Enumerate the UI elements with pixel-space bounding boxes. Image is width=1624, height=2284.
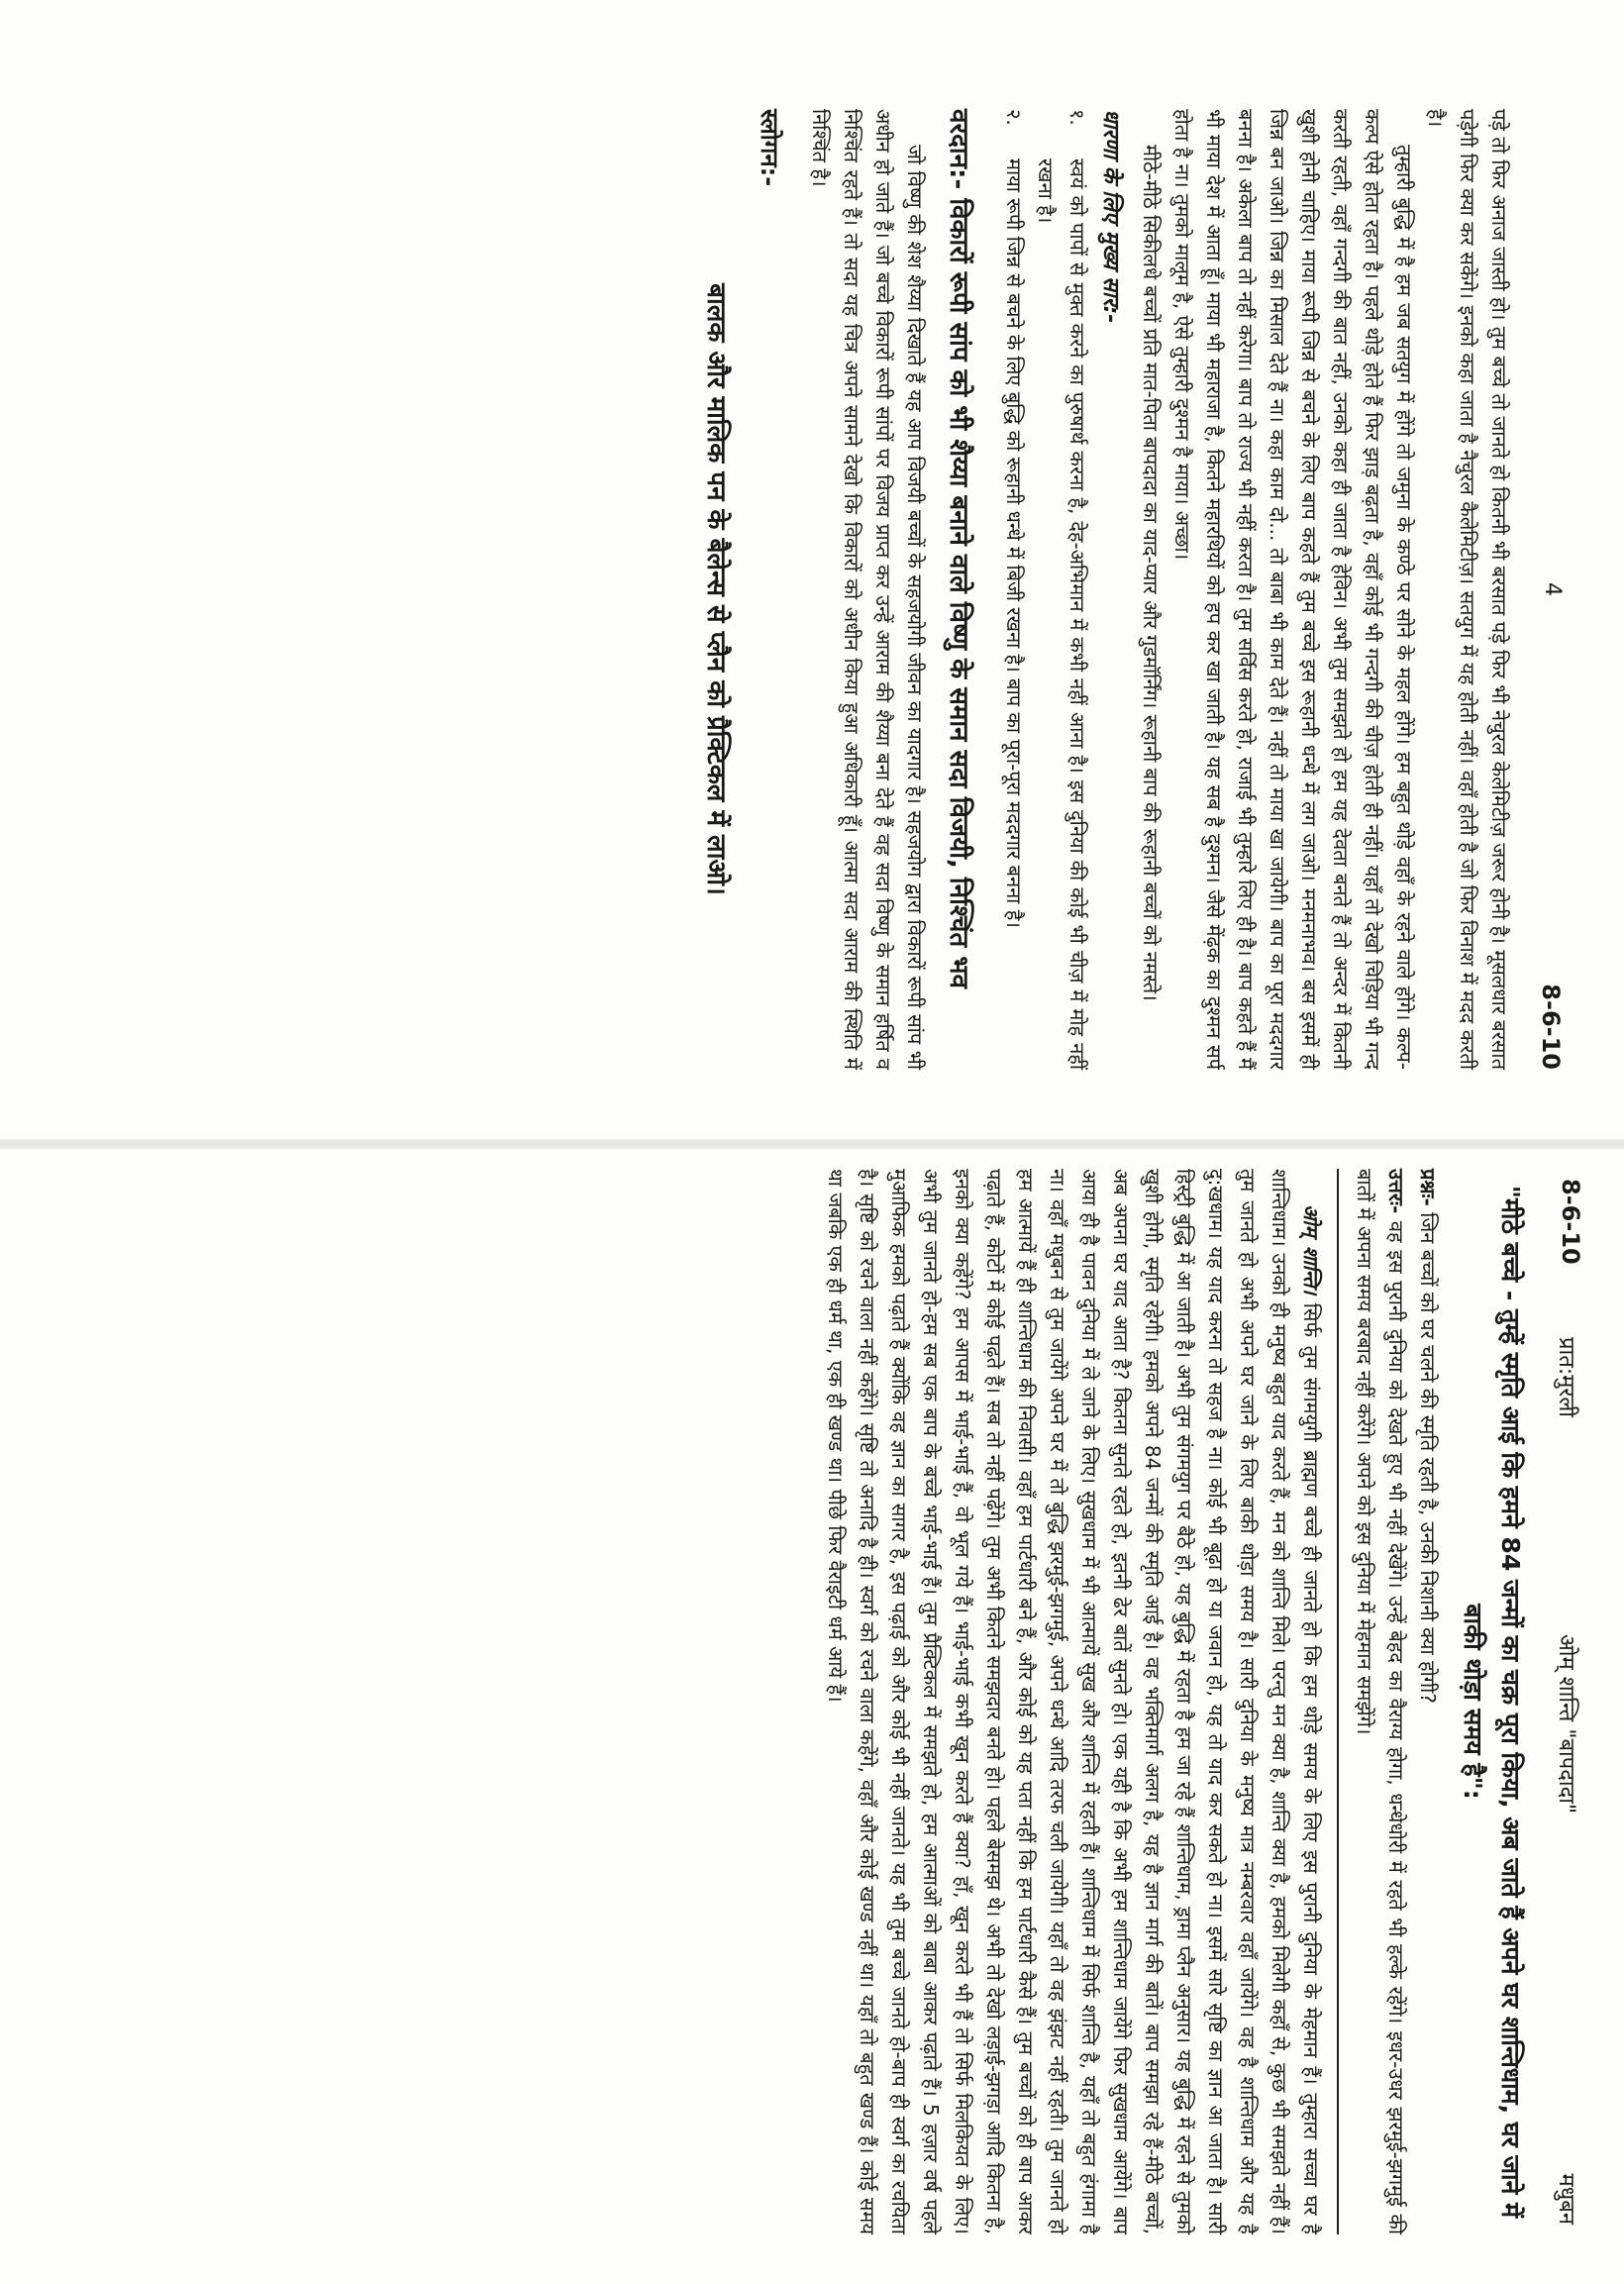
left-page-header (1515, 109, 1565, 1070)
page-number: 4 (1540, 582, 1565, 596)
murli-title: "मीठे बच्चे - तुम्हें स्मृति आई कि हमने 84 जन्मों का चक्र पूरा किया, अब जाते हैं अपने घर शान्तिधाम, घर जाने में बाकी थोड़ा समय है": (1459, 1185, 1525, 2219)
vardan-text: जो विष्णु की शेश शैय्या दिखाते हैं यह आप विजयी बच्चों के सहजयोगी जीवन का यादगार है। सहजयोग द्वारा विकारों रूपी सांप भी अधीन हो जाते हैं। जो बच्चे विकारों रूपी सांपों पर विजय प्राप्त कर उन्हें आराम की शैय्या बना देते हैं वह सदा विष्णु के समान हर्षित व निश्चिंत रहते हैं। तो सदा यह चित्र अपने सामने देखो कि विकारों को अधीन किया हुआ अधिकारी हूँ। आत्मा सदा आराम की स्थिति में निश्चिंत है। (808, 109, 927, 1070)
vardan-label: वरदान:- (944, 109, 973, 190)
left-page-date: 8-6-10 (1537, 984, 1565, 1070)
question-block (1412, 1169, 1444, 2234)
left-intro-paragraph: पड़े तो फिर अनाज जास्ती हो। तुम बच्चे तो जानते हो कितनी भी बरसात पड़े फिर भी नेचुरल केलेमिटीज़ जरूर होनी है। मूसलधार बरसात पड़ेगी फिर क्या कर सकेंगे। इनको कहा जाता है नैचुरल कैलेमिटीज़। सतयुग में यह होती नहीं। वहाँ होती है जो फिर विनाश में मदद करती है। (1424, 109, 1511, 1070)
right-page (0, 1149, 1624, 2284)
left-body-paragraph: तुम्हारी बुद्धि में है हम जब सतयुग में होंगे तो जमुना के कण्ठे पर सोने के महल होंगे। हम बहुत थोड़े वहाँ के रहने वाले होंगे। कल्प-कल्प ऐसे होता रहता है। पहले थोड़े होते हैं फिर झाड़ बढ़ता है, वहाँ कोई भी गन्दगी की चीज़ होती ही नहीं। यहाँ तो देखो चिड़िया भी गन्द करती रहती, वहाँ गन्दगी की बात नहीं, उनको कहा ही जाता है हेविन। अभी तुम समझते हो हम यह देवता बनते हैं तो अन्दर में कितनी खुशी होनी चाहिए। माया रूपी जिन्न से बचने के लिए बाप कहते हैं तुम बच्चे इस रूहानी धन्धे में लग जाओ। मनमनाभव। बस इसमें ही जिन्न बन जाओ। जिन्न का मिसाल देते हैं ना। कहा काम दो... तो बाबा भी काम देते हैं। नहीं तो माया खा जायेगी। बाप का पूरा मददगार बनना है। अकेला बाप तो नहीं करेगा। बाप तो राज्य भी नहीं करता है। तुम सर्विस करते हो, राजाई भी तुम्हारे लिए ही है। बाप कहते हैं मैं भी माया देश में आता हूँ। माया भी महाराजा है, कितने महारथियों को हप कर खा जाती है। यह सब है दुश्मन। जैसे मेंढ़क का दुश्मन सर्प होता है ना। तुमको मालूम है, ऐसे तुम्हारी दुश्मन है माया। अच्छा। (1170, 109, 1416, 1070)
divider-rule (1337, 1169, 1339, 2234)
header-murli-label: प्रात:मुरली (1554, 1337, 1578, 1417)
point-text: स्वयं को पापों से मुक्त करने का पुरुषार्थ करना है, देह-अभिमान में कभी नहीं आना है। इस दुनिया की कोई भी चीज़ में मोह नहीं रखना है। (1034, 158, 1089, 1070)
dharna-heading: धारणा के लिए मुख्य सार:- (1098, 109, 1123, 324)
murli-body (820, 1169, 1327, 2234)
header-place: मधुबन (1554, 2173, 1578, 2225)
slogan-label: स्लोगन:- (756, 109, 783, 187)
answer-label: उत्तरः- (1384, 1169, 1408, 1214)
point-number: २. (1002, 109, 1026, 126)
dharna-point (998, 109, 1030, 1070)
murli-body-text: सिर्फ तुम संगमयुगी ब्राह्मण बच्चे ही जानते हो कि हम थोड़े समय के लिए इस पुरानी दुनिया के मेहमान हैं। तुम्हारा सच्चा घर है शान्तिधाम। उनको ही मनुष्य बहुत याद करते हैं, मन को शान्ति मिले। परन्तु मन क्या है, शान्ति क्या है, हमको मिलेगी कहाँ से, कुछ भी समझते नहीं हैं। तुम जानते हो अभी अपने घर जाने के लिए बाकी थोड़ा समय है। सारी दुनिया के मनुष्य मात्र नम्बरवार वहाँ जायेंगे। वह है शान्तिधाम और यह है दु:खधाम। यह याद करना तो सहज है ना। कोई भी बूढ़ा हो या जवान हो, यह तो याद कर सकते हो ना। इसमें सारे सृष्टि का ज्ञान आ जाता है। सारी हिस्ट्री बुद्धि में आ जाती है। अभी तुम संगमयुग पर बैठे हो, यह बुद्धि में रहता है हम जा रहे हैं शान्तिधाम, ड्रामा प्लैन अनुसार। यह बुद्धि में रहने से तुमको खुशी होगी, स्मृति रहेगी। हमको अपने 84 जन्मों की स्मृति आई है। वह भक्तिमार्ग अलग है, यह है ज्ञान मार्ग की बातें। बाप समझा रहे हैं-मीठे बच्चों, अब अपना घर याद आता है? कितना सुनते रहते हो, इतनी ढेर बातें सुनते हो। एक यही है कि अभी हम शान्तिधाम जायेंगे फिर सुखधाम आयेंगे। बाप आया ही है पावन दुनिया में ले जाने के लिए। सुखधाम में भी आत्मायें सुख और शान्ति में रहती हैं। शान्तिधाम में सिर्फ शान्ति है, यहाँ तो बहुत हंगामा है ना। वहाँ मधुबन से तुम जायेंगे अपने घर में तो बुद्धि झरमुई-झगमुई, अपने धन्धे आदि तरफ चली जायेगी। यहाँ तो वह झंझट नहीं रहती। तुम जानते हो हम आत्मायें हैं ही शान्तिधाम की निवासी। वहाँ हम पार्टधारी बने हैं, और कोई को यह पता नहीं कि हम पार्टधारी कैसे हैं। तुम बच्चों को ही बाप आकर पढ़ाते हैं, कोटों में कोई पढ़ते हैं। सब तो नहीं पढ़ेंगे। तुम अभी कितने समझदार बनते हो। पहले बेसमझ थे। अभी तो देखो लड़ाई-झगड़ा आदि कितना है, इनको क्या कहेंगे? हम आपस में भाई-भाई हैं, वो भूल गये हैं। भाई-भाई कभी खून करते हैं क्या? हाँ, खून करते भी हैं तो सिर्फ मिलकियत के लिए। अभी तुम जानते हो-हम सब एक बाप के बच्चे भाई-भाई हैं। तुम प्रैक्टिकल में समझते हो, हम आत्माओं को बाबा आकर पढ़ाते हैं। 5 हज़ार वर्ष पहले मुआफिक हमको पढ़ाते हैं क्योंकि वह ज्ञान का सागर है, इस पढ़ाई को और कोई भी नहीं जानते। यह भी तुम बच्चे जानते हो-बाप ही स्वर्ग का रचयिता है। सृष्टि को रचने वाला नहीं कहेंगे। सृष्टि तो अनादि है ही। स्वर्ग को रचने वाला कहेंगे, वहाँ और कोई खण्ड नहीं था। यहाँ तो बहुत खण्ड हैं। कोई समय था जबकि एक ही धर्म था, एक ही खण्ड था। पीछे फिर वैराइटी धर्म आये हैं। (824, 1169, 1323, 2235)
right-page-date: 8-6-10 (1557, 1179, 1584, 1265)
answer-text: वह इस पुरानी दुनिया को देखते हुए भी नहीं देखेंगे। उन्हें बेहद का वैराग्य होगा, धन्धेधोरी में रहते भी हल्के रहेंगे। इधर-उधर झरमुई-झगमुई की बातों में अपना समय बरबाद नहीं करेंगे। अपने को इस दुनिया में मेहमान समझेंगे। (1353, 1169, 1408, 2235)
dharna-point (1030, 109, 1093, 1070)
vardan-title: विकारों रूपी सांप को भी शैय्या बनाने वाले विष्णु के समान सदा विजयी, निश्चिंत भव (944, 198, 973, 988)
question-label: प्रश्नः- (1416, 1169, 1440, 1206)
point-number: १. (1066, 109, 1089, 126)
header-om-shanti: ओम् शान्ति "बापदादा" (1554, 1634, 1578, 1815)
left-page (0, 0, 1624, 1139)
point-text: माया रूपी जिन्न से बचने के लिए बुद्धि को रूहानी धन्धे में बिजी रखना है। बाप का पूरा-पूरा मददगार बनना है। (1002, 158, 1026, 928)
page-divider (0, 1139, 1624, 1149)
right-page-header (1535, 1169, 1584, 2234)
vardan-heading (939, 109, 978, 1070)
question-text: जिन बच्चों को घर चलने की स्मृति रहती है, उनकी निशानी क्या होगी? (1416, 1212, 1440, 1704)
answer-block (1349, 1169, 1412, 2234)
om-shanti-label: ओम् शान्ति। (1299, 1204, 1323, 1295)
slogan-text: बालक और मालिक पन के बैलेन्स से प्लैन को प्रैक्टिकल में लाओ। (701, 283, 731, 895)
love-remembrance-paragraph: मीठे-मीठे सिकीलधे बच्चों प्रति मात-पिता बापदादा का याद-प्यार और गुडमॉर्निंग। रूहानी बाप की रूहानी बच्चों को नमस्ते। (1139, 145, 1163, 1001)
